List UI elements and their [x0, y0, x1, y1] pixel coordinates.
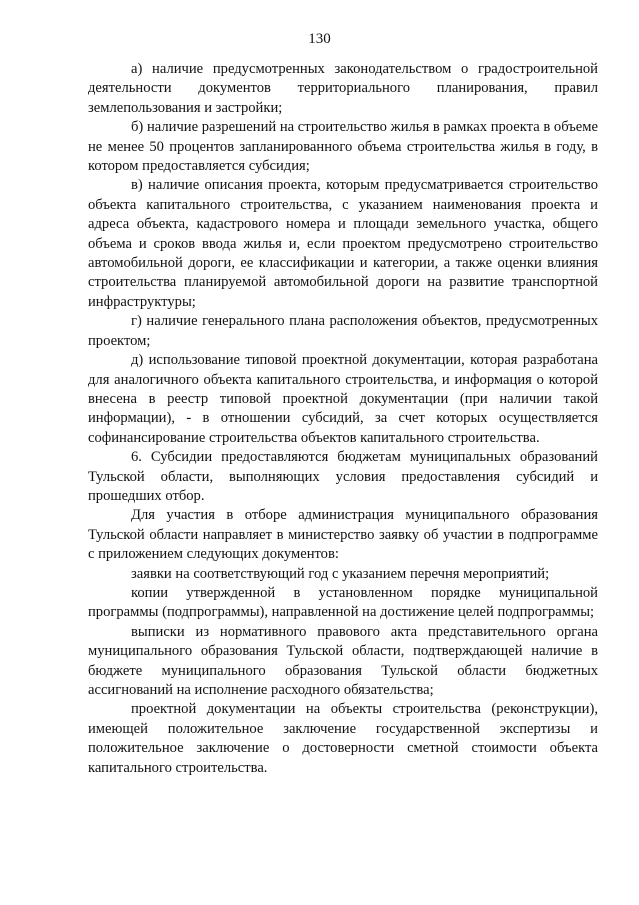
page-number: 130: [308, 31, 331, 47]
paragraph-item-b: б) наличие разрешений на строительство жилья в рамках проекта в объеме не менее 50 процентов запланированного объема строительства жилья в году, в котором предоставляется субсидия;: [88, 119, 598, 175]
paragraph-doc-project-documentation: проектной документации на объекты строительства (реконструкции), имеющей положительное заключение государственной экспертизы и положительное заключение о достоверности сметной стоимости объекта капитального строительства.: [88, 701, 598, 776]
paragraph-item-v: в) наличие описания проекта, которым предусматривается строительство объекта капитального строительства, с указанием наименования проекта и адреса объекта, кадастрового номера и площади земельного участка, общего объема и сроков ввода жилья и, если проектом предусмотрено строительство автомобильной дороги, ее классификации и категории, а также оценки влияния строительства планируемой автомобильной дороги на развитие транспортной инфраструктуры;: [88, 177, 598, 310]
paragraph-item-g: г) наличие генерального плана расположения объектов, предусмотренных проектом;: [88, 313, 598, 349]
document-body: [88, 60, 598, 778]
paragraph-item-a: а) наличие предусмотренных законодательством о градостроительной деятельности документов территориального планирования, правил землепользования и застройки;: [88, 61, 598, 116]
paragraph-doc-program-copies: копии утвержденной в установленном порядке муниципальной программы (подпрограммы), направленной на достижение целей подпрограммы;: [88, 584, 598, 621]
paragraph-doc-extracts: выписки из нормативного правового акта представительного органа муниципального образования Тульской области, подтверждающей наличие в бюджете муниципального образования Тульской области бюджетных ассигнований на исполнение расходного обязательства;: [88, 623, 598, 698]
paragraph-doc-applications: заявки на соответствующий год с указанием перечня мероприятий;: [131, 565, 550, 582]
paragraph-section-6: 6. Субсидии предоставляются бюджетам муниципальных образований Тульской области, выполняющих условия предоставления субсидий и прошедших отбор.: [88, 449, 598, 504]
paragraph-item-d: д) использование типовой проектной документации, которая разработана для аналогичного объекта капитального строительства, и информация о которой внесена в реестр типовой проектной документации (при наличии такой информации), - в отношении субсидий, за счет которых осуществляется софинансирование строительства объектов капитального строительства.: [88, 352, 598, 446]
paragraph-selection-participation: Для участия в отборе администрация муниципального образования Тульской области направляет в министерство заявку об участии в подпрограмме с приложением следующих документов:: [88, 507, 598, 563]
